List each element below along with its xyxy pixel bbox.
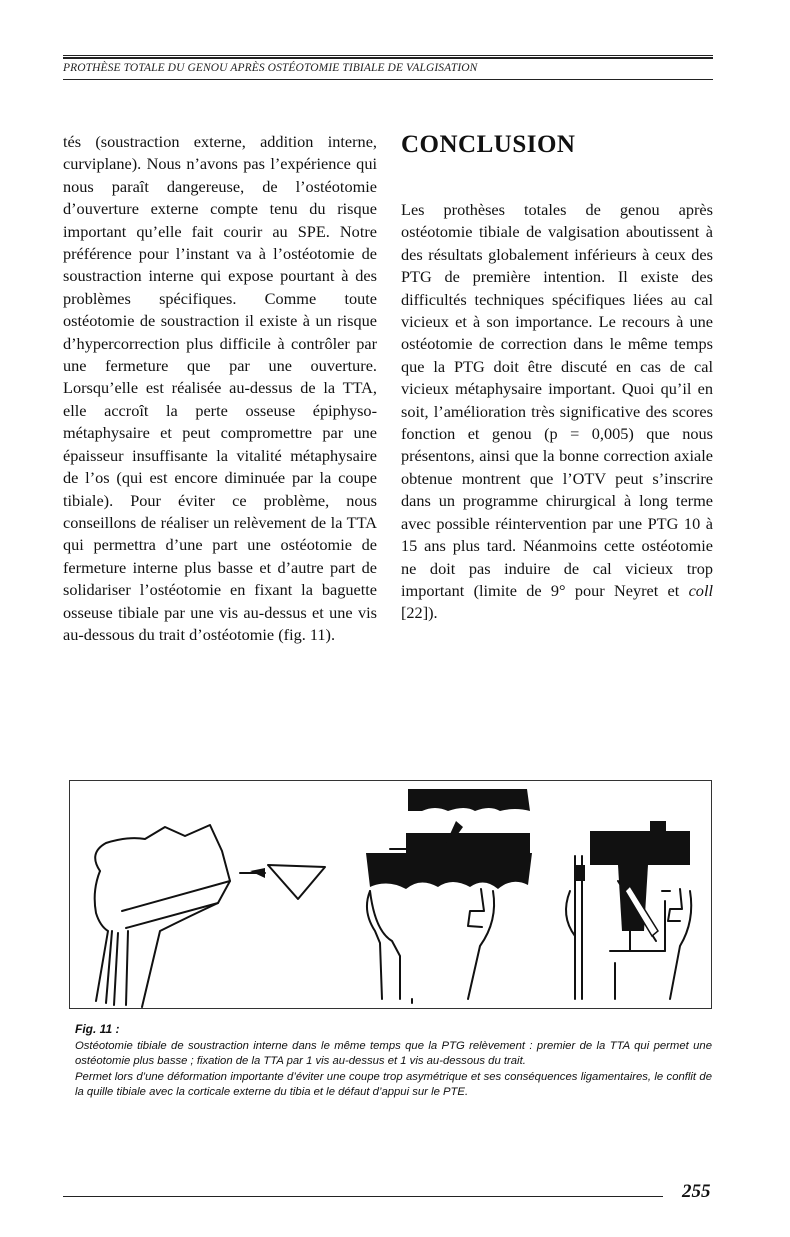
caption-paragraph-2: Permet lors d’une déformation importante d’éviter une coupe trop asymétrique et ses conséquences ligamentaires, le conflit de la quille tibiale avec la corticale externe du tibia et le défaut d’appui sur le PTE.	[75, 1070, 712, 1098]
top-rule	[63, 57, 713, 59]
caption-paragraph-1: Ostéotomie tibiale de soustraction interne dans le même temps que la PTG relèvement : premier de la TTA qui permet une ostéotomie plus basse ; fixation de la TTA par 1 vis au-dessus et 1 vis au-dessous du trait.	[75, 1039, 712, 1067]
running-head: PROTHÈSE TOTALE DU GENOU APRÈS OSTÉOTOMIE TIBIALE DE VALGISATION	[63, 62, 478, 74]
figure-caption	[75, 1022, 712, 1101]
bottom-rule	[63, 1196, 663, 1197]
conclusion-heading: CONCLUSION	[401, 131, 576, 158]
figure-label: Fig. 11 :	[75, 1022, 120, 1036]
right-column	[401, 131, 713, 625]
coll-italic: coll	[688, 580, 713, 600]
figure-11-drawing	[70, 781, 713, 1010]
conclusion-text-end: [22]).	[401, 603, 438, 623]
page-number: 255	[682, 1181, 711, 1202]
conclusion-text	[401, 199, 713, 625]
left-column-text: tés (soustraction externe, addition interne, curviplane). Nous n’avons pas l’expérience qui nous paraît dangereuse, de l’ostéotomie d’ouverture externe compte tenu du risque important qu’elle fait courir au SPE. Notre préférence pour l’instant va à l’ostéotomie de soustraction interne qui expose pourtant à des problèmes spécifiques. Comme toute ostéotomie de soustraction il existe à un risque d’hypercorrection plus difficile à contrôler par une fermeture que par une ouverture. Lorsqu’elle est réalisée au-dessus de la TTA, elle accroît la perte osseuse épiphyso-métaphysaire et peut compromettre par une épaisseur insuffisante la vitalité métaphysaire de l’os (qui est encore diminuée par la coupe tibiale). Pour éviter ce problème, nous conseillons de réaliser un relèvement de la TTA qui permettra d’une part une ostéotomie de fermeture interne plus basse et d’autre part de solidariser l’ostéotomie en fixant la baguette osseuse tibiale par une vis au-dessus et une vis au-dessous du trait d’ostéotomie (fig. 11).	[63, 132, 377, 644]
left-column	[63, 131, 377, 646]
conclusion-text-main: Les prothèses totales de genou après ostéotomie tibiale de valgisation aboutissent à des résultats globalement inférieurs à ceux des PTG de première intention. Il existe des difficultés techniques spécifiques liées au cal vicieux et à son importance. Le recours à une ostéotomie de correction dans le même temps que la PTG doit être discuté en cas de cal vicieux métaphysaire important. Quoi qu’il en soit, l’amélioration très significative des scores fonction et genou (p = 0,005) que nous présentons, ainsi que la bonne correction axiale obtenue montrent que l’OTV peut s’inscrire dans un programme chirurgical à long terme avec possible réintervention par une PTG 10 à 15 ans plus tard. Néanmoins cette ostéotomie ne doit pas induire de cal vicieux trop important (limite de 9° pour Neyret et	[401, 200, 713, 600]
figure-11	[69, 780, 712, 1009]
top-rule-thin	[63, 55, 713, 56]
header-rule	[63, 79, 713, 80]
